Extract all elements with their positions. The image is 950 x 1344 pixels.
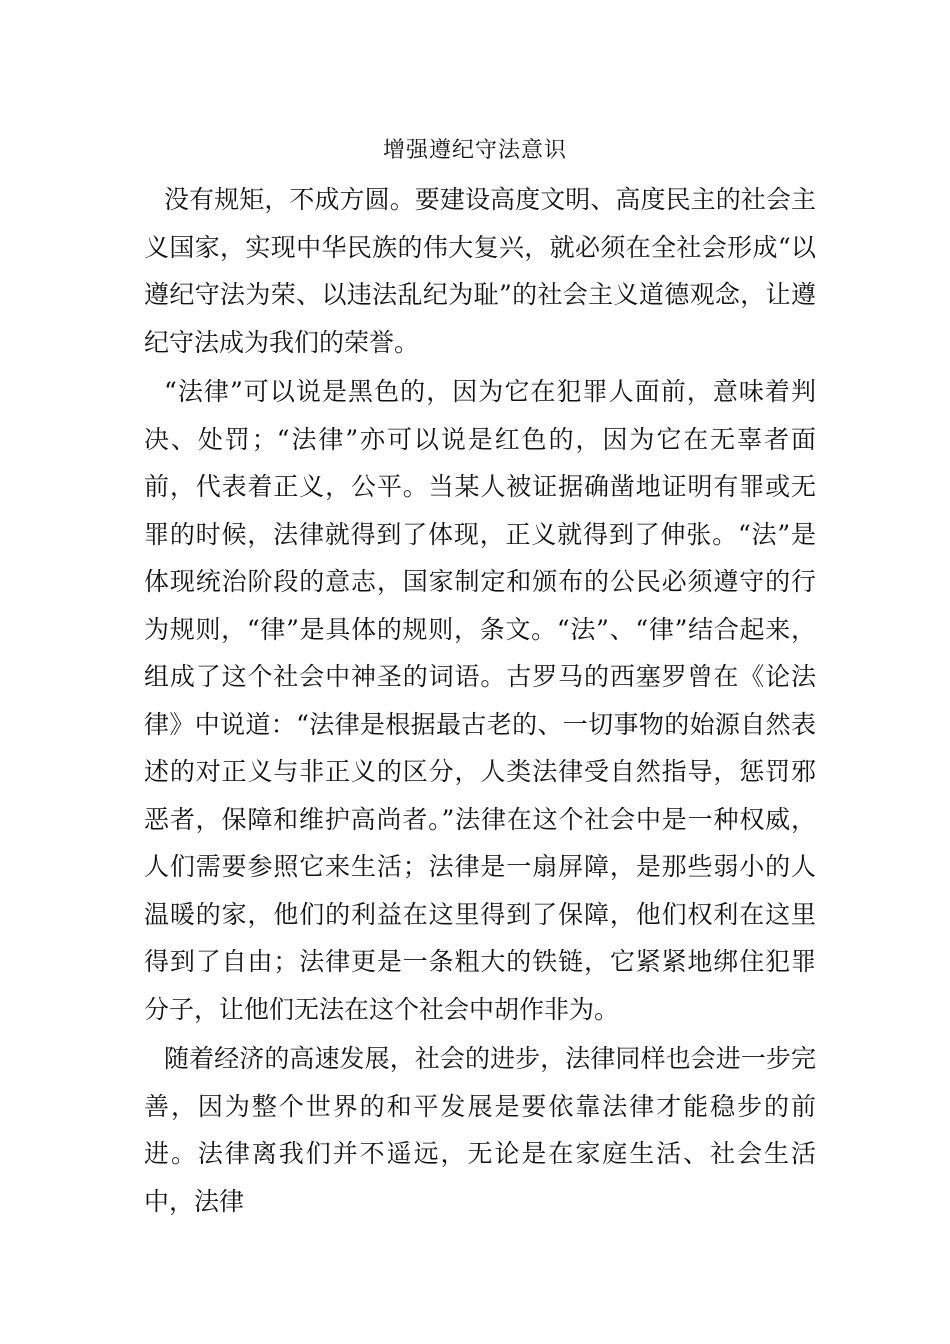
document-body (144, 176, 816, 1227)
paragraph-2: “法律”可以说是黑色的，因为它在犯罪人面前，意味着判决、处罚；“法律”亦可以说是红色的，因为它在无辜者面前，代表着正义，公平。当某人被证据确凿地证明有罪或无罪的时候，法律就得到了体现，正义就得到了伸张。“法”是体现统治阶段的意志，国家制定和颁布的公民必须遵守的行为规则，“律”是具体的规则，条文。“法”、“律”结合起来，组成了这个社会中神圣的词语。古罗马的西塞罗曾在《论法律》中说道：“法律是根据最古老的、一切事物的始源自然表述的对正义与非正义的区分，人类法律受自然指导，惩罚邪恶者，保障和维护高尚者。”法律在这个社会中是一种权威，人们需要参照它来生活；法律是一扇屏障，是那些弱小的人温暖的家，他们的利益在这里得到了保障，他们权利在这里得到了自由；法律更是一条粗大的铁链，它紧紧地绑住犯罪分子，让他们无法在这个社会中胡作非为。 (144, 377, 816, 1024)
paragraph-1: 没有规矩，不成方圆。要建设高度文明、高度民主的社会主义国家，实现中华民族的伟大复兴，就必须在全社会形成“以遵纪守法为荣、以违法乱纪为耻”的社会主义道德观念，让遵纪守法成为我们的荣誉。 (144, 185, 816, 357)
document-title: 增强遵纪守法意识 (382, 138, 567, 163)
paragraph-3: 随着经济的高速发展，社会的进步，法律同样也会进一步完善，因为整个世界的和平发展是要依靠法律才能稳步的前进。法律离我们并不遥远，无论是在家庭生活、社会生活中，法律 (144, 1044, 816, 1216)
